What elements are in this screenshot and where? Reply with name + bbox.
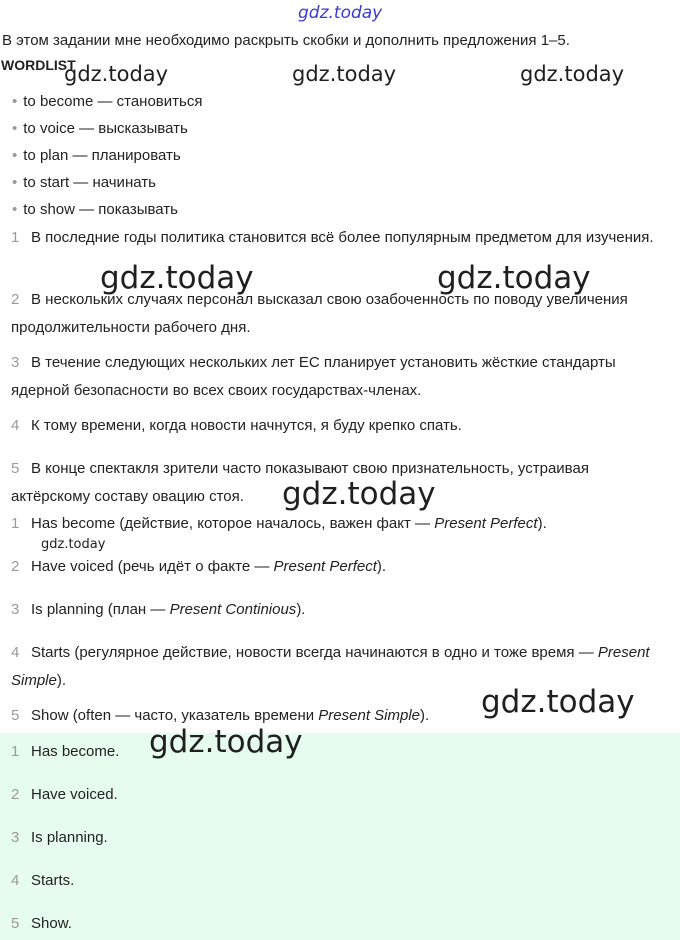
watermark: gdz.today [149, 724, 303, 760]
explanation-item: 4 Starts (регулярное действие, новости всегда начинаются в одно и тоже время — Present Simple). [11, 644, 650, 689]
sentence-item: 2 В нескольких случаях персонал высказал свою озабоченность по поводу увеличения продолжительности рабочего дня. [11, 291, 628, 336]
answer-item: 5 Show. [11, 915, 72, 932]
wordlist-title: WORDLIST [1, 57, 76, 73]
answer-item: 4 Starts. [11, 872, 75, 889]
explanation-item: 5 Show (often — часто, указатель времени Present Simple). [11, 707, 430, 724]
explanation-item: 1 Has become (действие, которое началось, важен факт — Present Perfect). [11, 515, 547, 532]
watermark: gdz.today [298, 3, 383, 23]
wordlist-item: • to plan — планировать [12, 147, 181, 164]
intro-text: В этом задании мне необходимо раскрыть скобки и дополнить предложения 1–5. [2, 32, 570, 49]
answer-item: 2 Have voiced. [11, 786, 118, 803]
watermark: gdz.today [64, 62, 169, 86]
answer-item: 3 Is planning. [11, 829, 108, 846]
wordlist-item: • to show — показывать [12, 201, 178, 218]
watermark: gdz.today [100, 260, 254, 296]
sentence-item: 4 К тому времени, когда новости начнутся, я буду крепко спать. [11, 417, 462, 434]
explanation-item: 2 Have voiced (речь идёт о факте — Present Perfect). [11, 558, 387, 575]
sentence-item: 3 В течение следующих нескольких лет ЕС планирует установить жёсткие стандарты ядерной безопасности во всех своих государствах-членах. [11, 354, 616, 399]
sentence-item: 5 В конце спектакля зрители часто показывают свою признательность, устраивая актёрскому составу овацию стоя. [11, 460, 589, 505]
explanation-item: 3 Is planning (план — Present Continious). [11, 601, 306, 618]
wordlist-item: • to become — становиться [12, 93, 203, 110]
answer-item: 1 Has become. [11, 743, 120, 760]
watermark: gdz.today [292, 62, 397, 86]
watermark: gdz.today [437, 260, 591, 296]
watermark: gdz.today [282, 476, 436, 512]
watermark: gdz.today [520, 62, 625, 86]
wordlist-item: • to voice — высказывать [12, 120, 188, 137]
wordlist-item: • to start — начинать [12, 174, 156, 191]
watermark: gdz.today [41, 537, 106, 552]
sentence-item: 1 В последние годы политика становится всё более популярным предметом для изучения. [11, 229, 654, 246]
watermark: gdz.today [481, 684, 635, 720]
